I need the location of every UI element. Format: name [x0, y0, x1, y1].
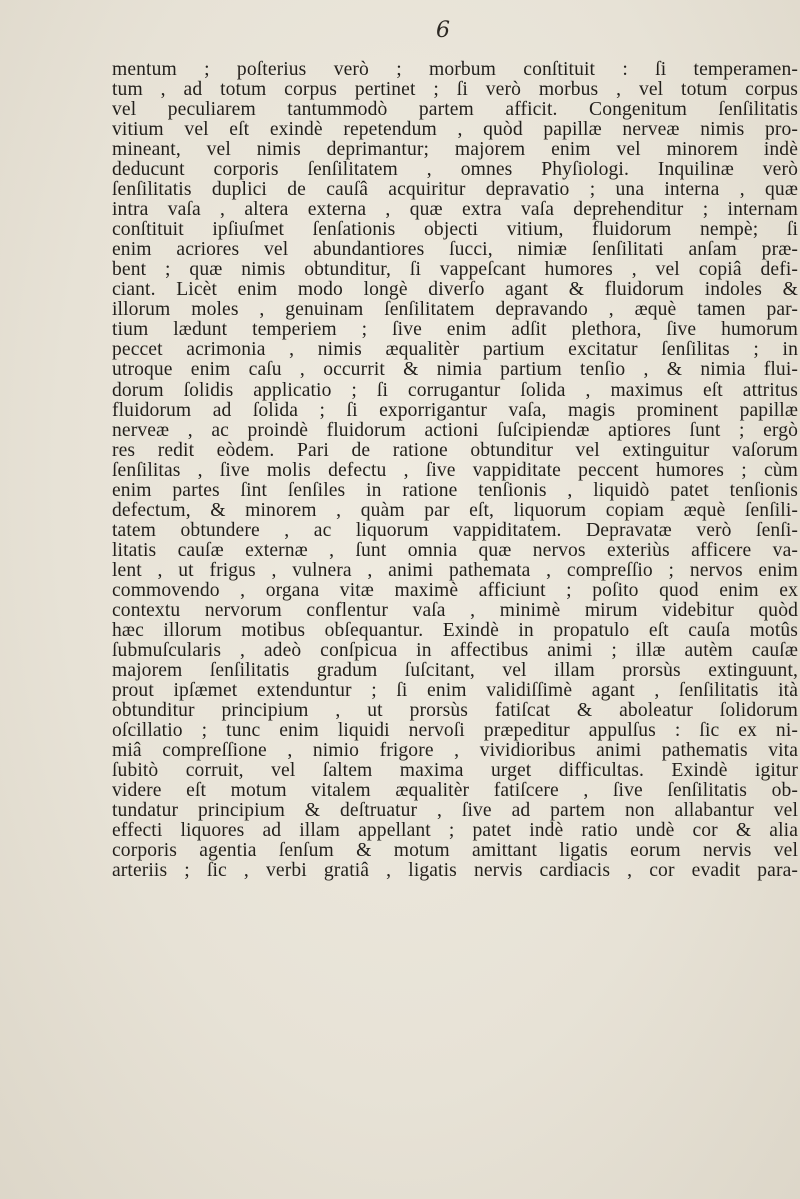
text-line: illorum moles , genuinam ſenſilitatem depravando , æquè tamen par-	[112, 300, 798, 321]
text-line: commovendo , organa vitæ maximè afficiunt ; poſito quod enim ex	[112, 580, 798, 601]
text-line: utroque enim caſu , occurrit & nimia partium tenſio , & nimia flui-	[112, 360, 798, 381]
text-line: ciant. Licèt enim modo longè diverſo agant & fluidorum indoles &	[112, 280, 798, 301]
text-line: tundatur principium & deſtruatur , ſive ad partem non allabantur vel	[112, 801, 798, 822]
text-line: mineant, vel nimis deprimantur; majorem enim vel minorem indè	[112, 140, 798, 161]
text-line: vel peculiarem tantummodò partem afficit. Congenitum ſenſilitatis	[112, 100, 798, 121]
text-line: peccet acrimonia , nimis æqualitèr partium excitatur ſenſilitas ; in	[112, 340, 798, 361]
text-line: res redit eòdem. Pari de ratione obtunditur vel extinguitur vaſorum	[112, 440, 798, 461]
page-number: 6	[436, 18, 450, 43]
body-text	[112, 60, 798, 881]
text-line: lent , ut frigus , vulnera , animi pathemata , compreſſio ; nervos enim	[112, 560, 798, 581]
text-line: ſenſilitas , ſive molis defectu , ſive vappiditate peccent humores ; cùm	[112, 460, 798, 481]
text-line: miâ compreſſione , nimio frigore , vividioribus animi pathematis vita	[112, 741, 798, 762]
text-line: bent ; quæ nimis obtunditur, ſi vappeſcant humores , vel copiâ defi-	[112, 260, 798, 281]
text-line: conſtituit ipſiuſmet ſenſationis objecti vitium, fluidorum nempè; ſi	[112, 220, 798, 241]
text-line: prout ipſæmet extenduntur ; ſi enim validiſſimè agant , ſenſilitatis ità	[112, 680, 798, 701]
text-line: mentum ; poſterius verò ; morbum conſtituit : ſi temperamen-	[112, 60, 798, 80]
text-line: tium lædunt temperiem ; ſive enim adſit plethora, ſive humorum	[112, 320, 798, 341]
text-line: majorem ſenſilitatis gradum ſuſcitant, vel illam prorsùs extinguunt,	[112, 660, 798, 681]
text-line: oſcillatio ; tunc enim liquidi nervoſi præpeditur appulſus : ſic ex ni-	[112, 721, 798, 742]
text-line: tatem obtundere , ac liquorum vappiditatem. Depravatæ verò ſenſi-	[112, 520, 798, 541]
text-line: intra vaſa , altera externa , quæ extra vaſa deprehenditur ; internam	[112, 200, 798, 221]
text-line: effecti liquores ad illam appellant ; patet indè ratio undè cor & alia	[112, 821, 798, 842]
text-line: contextu nervorum conflentur vaſa , minimè mirum videbitur quòd	[112, 600, 798, 621]
text-line: arteriis ; ſic , verbi gratiâ , ligatis nervis cardiacis , cor evadit para-	[112, 861, 798, 882]
text-line: videre eſt motum vitalem æqualitèr fatiſcere , ſive ſenſilitatis ob-	[112, 781, 798, 802]
text-line: obtunditur principium , ut prorsùs fatiſcat & aboleatur ſolidorum	[112, 701, 798, 721]
text-line: tum , ad totum corpus pertinet ; ſi verò morbus , vel totum corpus	[112, 80, 798, 101]
text-line: ſubitò corruit, vel ſaltem maxima urget difficultas. Exindè igitur	[112, 761, 798, 782]
text-line: corporis agentia ſenſum & motum amittant ligatis eorum nervis vel	[112, 841, 798, 862]
text-line: defectum, & minorem , quàm par eſt, liquorum copiam æquè ſenſili-	[112, 500, 798, 521]
text-line: deducunt corporis ſenſilitatem , omnes Phyſiologi. Inquilinæ verò	[112, 160, 798, 181]
text-line: litatis cauſæ externæ , ſunt omnia quæ nervos exteriùs afficere va-	[112, 540, 798, 561]
text-line: hæc illorum motibus obſequantur. Exindè in propatulo eſt cauſa motûs	[112, 620, 798, 641]
text-line: dorum ſolidis applicatio ; ſi corrugantur ſolida , maximus eſt attritus	[112, 380, 798, 401]
text-line: enim partes ſint ſenſiles in ratione tenſionis , liquidò patet tenſionis	[112, 480, 798, 501]
text-line: ſenſilitatis duplici de cauſâ acquiritur depravatio ; una interna , quæ	[112, 180, 798, 201]
text-line: enim acriores vel abundantiores ſucci, nimiæ ſenſilitati anſam præ-	[112, 240, 798, 261]
text-line: nerveæ , ac proindè fluidorum actioni ſuſcipiendæ aptiores ſunt ; ergò	[112, 420, 798, 441]
text-line: vitium vel eſt exindè repetendum , quòd papillæ nerveæ nimis pro-	[112, 120, 798, 141]
text-line: ſubmuſcularis , adeò conſpicua in affectibus animi ; illæ autèm cauſæ	[112, 640, 798, 661]
text-line: fluidorum ad ſolida ; ſi exporrigantur vaſa, magis prominent papillæ	[112, 400, 798, 421]
